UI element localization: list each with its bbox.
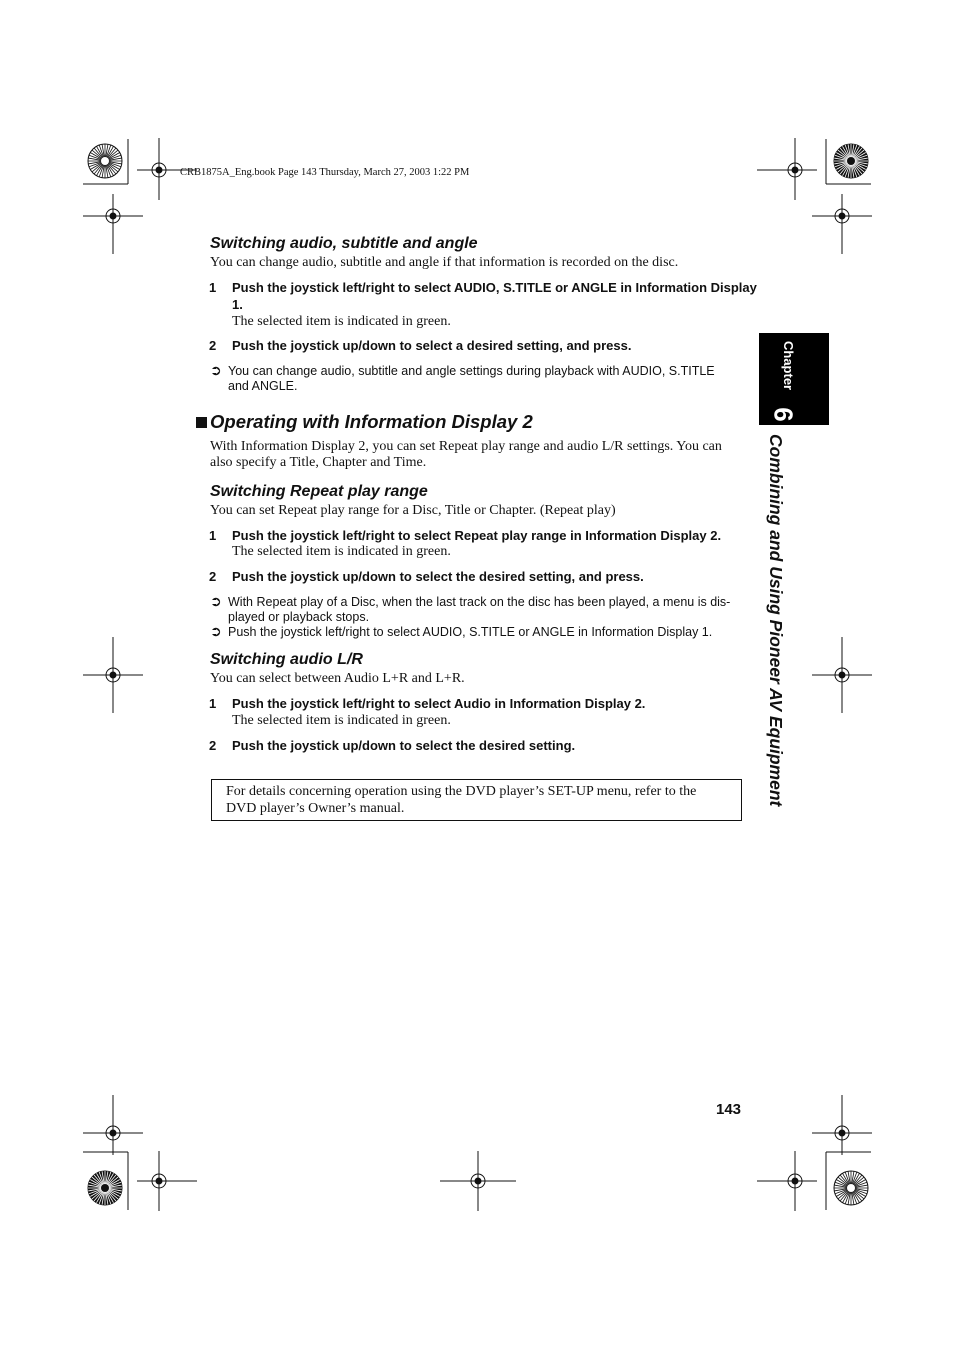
page-number: 143 (716, 1101, 742, 1118)
section4-step-1-result: The selected item is indicated in green. (232, 713, 451, 728)
starburst-registration-mark (834, 1171, 868, 1205)
section4-step-1 (209, 695, 749, 713)
note-text: You can change audio, subtitle and angle settings during playback with AUDIO, S.TITLE (228, 364, 715, 378)
crosshair-target (812, 194, 872, 254)
heading-operating-information-display-2 (196, 411, 533, 433)
note-text: Push the joystick left/right to select AUDIO, S.TITLE or ANGLE in Information Display 1. (228, 625, 713, 639)
step-text: Push the joystick up/down to select the desired setting, and press. (232, 569, 644, 584)
info-box-text (226, 783, 731, 817)
starburst-registration-mark (88, 144, 122, 178)
step-text: Push the joystick left/right to select Audio in Information Display 2. (232, 696, 646, 711)
step-text: Push the joystick left/right to select Repeat play range in Information Display 2. (232, 528, 722, 543)
section3-note-2 (210, 625, 750, 641)
crosshair-target (83, 194, 143, 254)
heading-switching-audio-subtitle-angle: Switching audio, subtitle and angle (210, 235, 478, 252)
file-info-header: CRB1875A_Eng.book Page 143 Thursday, March 27, 2003 1:22 PM (180, 167, 470, 178)
crosshair-target (83, 1095, 143, 1155)
step-number: 2 (209, 338, 217, 353)
chapter-label: Chapter (781, 341, 796, 391)
step-text: Push the joystick left/right to select AUDIO, S.TITLE or ANGLE in Information Display (232, 280, 757, 295)
crosshair-target (137, 1151, 197, 1211)
section1-step-1 (209, 279, 757, 315)
section4-step-2 (209, 737, 749, 755)
heading-switching-audio-lr: Switching audio L/R (210, 651, 363, 668)
chapter-title-vertical: Combining and Using Pioneer AV Equipment (766, 434, 786, 807)
note-arrow-icon: ➲ (210, 362, 222, 378)
note-arrow-icon: ➲ (210, 623, 222, 639)
note-text: With Repeat play of a Disc, when the last track on the disc has been played, a menu is dis- (228, 595, 731, 609)
section4-intro: You can select between Audio L+R and L+R. (210, 671, 465, 686)
section1-note (210, 364, 750, 394)
section3-note-1 (210, 595, 750, 625)
chapter-tab (759, 333, 829, 425)
crosshair-target (757, 138, 817, 200)
step-number: 2 (209, 569, 217, 584)
section3-step-1 (209, 527, 749, 545)
heading-text: Operating with Information Display 2 (210, 411, 533, 432)
crosshair-target (812, 637, 872, 713)
note-text-cont: played or playback stops. (228, 609, 370, 624)
section1-step-1-result: The selected item is indicated in green. (232, 314, 451, 329)
square-bullet-icon (196, 417, 207, 428)
chapter-number: 6 (768, 407, 799, 422)
section3-step-2 (209, 568, 749, 586)
note-text-cont: and ANGLE. (228, 378, 298, 393)
note-arrow-icon: ➲ (210, 593, 222, 609)
crosshair-target (812, 1095, 872, 1155)
section3-intro: You can set Repeat play range for a Disc, Title or Chapter. (Repeat play) (210, 503, 616, 518)
step-text: Push the joystick up/down to select the desired setting. (232, 738, 576, 753)
step-number: 2 (209, 738, 217, 753)
step-text: Push the joystick up/down to select a desired setting, and press. (232, 338, 632, 353)
crosshair-target (440, 1151, 516, 1211)
crosshair-target (83, 637, 143, 713)
heading-switching-repeat-play-range: Switching Repeat play range (210, 483, 428, 500)
step-number: 1 (209, 528, 217, 543)
step-text-cont: 1. (232, 297, 243, 312)
info-box-line1: For details concerning operation using the DVD player’s SET-UP menu, refer to the (226, 784, 697, 799)
section2-intro-line1: With Information Display 2, you can set Repeat play range and audio L/R settings. You can (210, 439, 722, 454)
crosshair-target (757, 1151, 817, 1211)
section1-step-2 (209, 337, 749, 355)
section3-step-1-result: The selected item is indicated in green. (232, 544, 451, 559)
step-number: 1 (209, 280, 217, 295)
section1-intro: You can change audio, subtitle and angle if that information is recorded on the disc. (210, 255, 679, 270)
starburst-registration-mark (834, 144, 868, 178)
section2-intro-line2: also specify a Title, Chapter and Time. (210, 455, 427, 470)
step-number: 1 (209, 696, 217, 711)
starburst-registration-mark (88, 1171, 122, 1205)
info-box-line2: DVD player’s Owner’s manual. (226, 801, 405, 816)
info-box (211, 779, 742, 821)
